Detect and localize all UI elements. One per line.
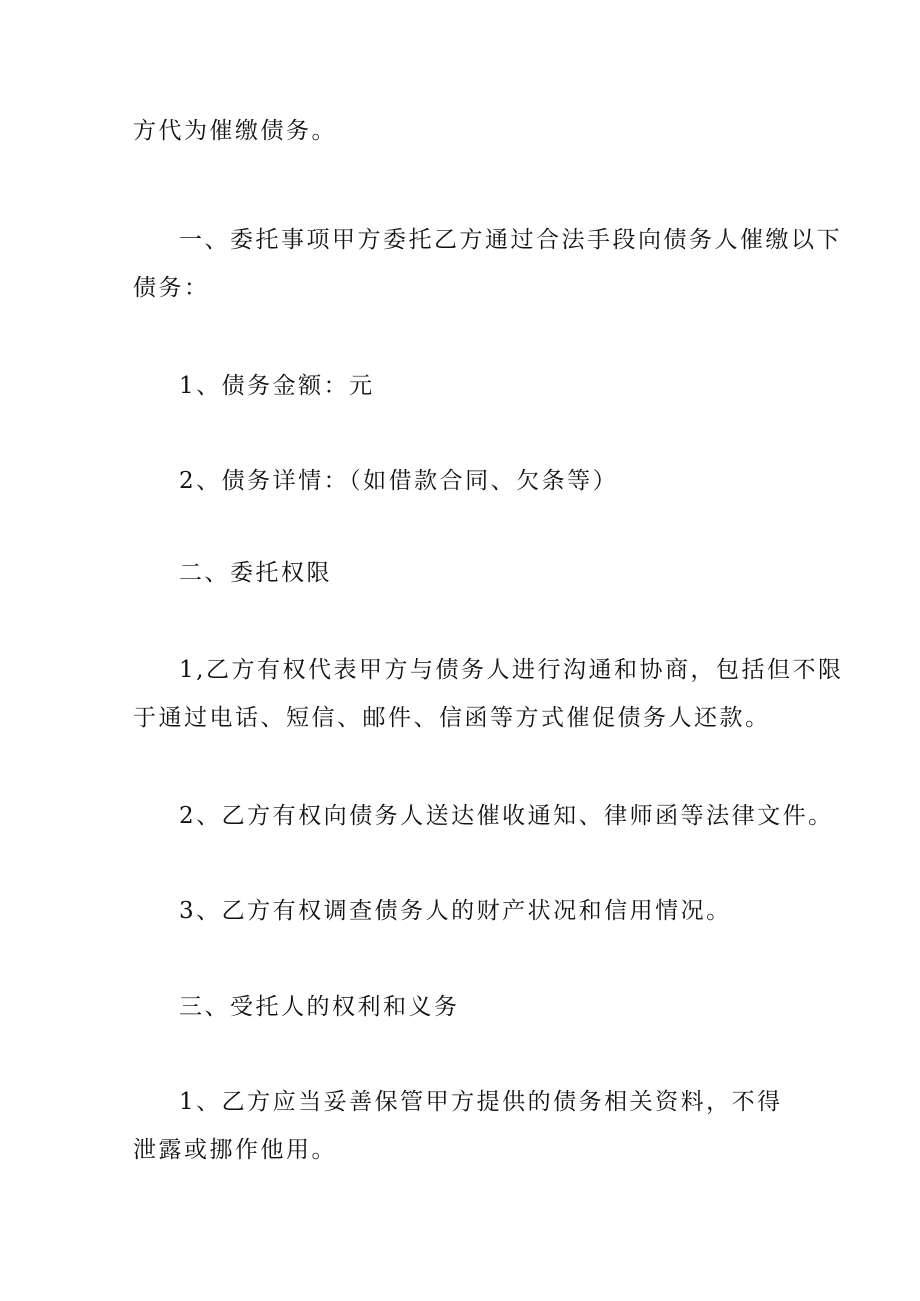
authority-item-3 (133, 887, 793, 935)
paragraph-line: 1、债务金额：元 (179, 373, 375, 399)
paragraph-line: 1,乙方有权代表甲方与债务人进行沟通和协商，包括但不限 (179, 657, 844, 683)
paragraph-line: 债务： (133, 275, 210, 301)
obligation-item-1 (133, 1078, 793, 1174)
authority-item-2 (133, 792, 834, 840)
paragraph-line: 2、债务详情：（如借款合同、欠条等） (179, 468, 619, 494)
section-2-heading (133, 549, 793, 597)
paragraph-line: 3、乙方有权调查债务人的财产状况和信用情况。 (179, 898, 732, 924)
authority-item-1 (133, 646, 844, 742)
debt-details-item (133, 457, 793, 505)
paragraph-line: 泄露或挪作他用。 (133, 1137, 337, 1163)
paragraph-line: 一、委托事项甲方委托乙方通过合法手段向债务人催缴以下 (179, 227, 842, 253)
paragraph-line: 二、委托权限 (179, 560, 332, 586)
paragraph-line: 方代为催缴债务。 (133, 118, 337, 144)
debt-amount-item (133, 362, 793, 410)
paragraph-line: 于通过电话、短信、邮件、信函等方式催促债务人还款。 (133, 705, 771, 731)
paragraph-line: 1、乙方应当妥善保管甲方提供的债务相关资料，不得 (179, 1089, 783, 1115)
section-3-heading (133, 983, 793, 1031)
paragraph-line: 2、乙方有权向债务人送达催收通知、律师函等法律文件。 (179, 803, 834, 829)
paragraph-line: 三、受托人的权利和义务 (179, 994, 460, 1020)
paragraph-intro-tail (133, 107, 793, 155)
section-1-heading (133, 216, 842, 312)
